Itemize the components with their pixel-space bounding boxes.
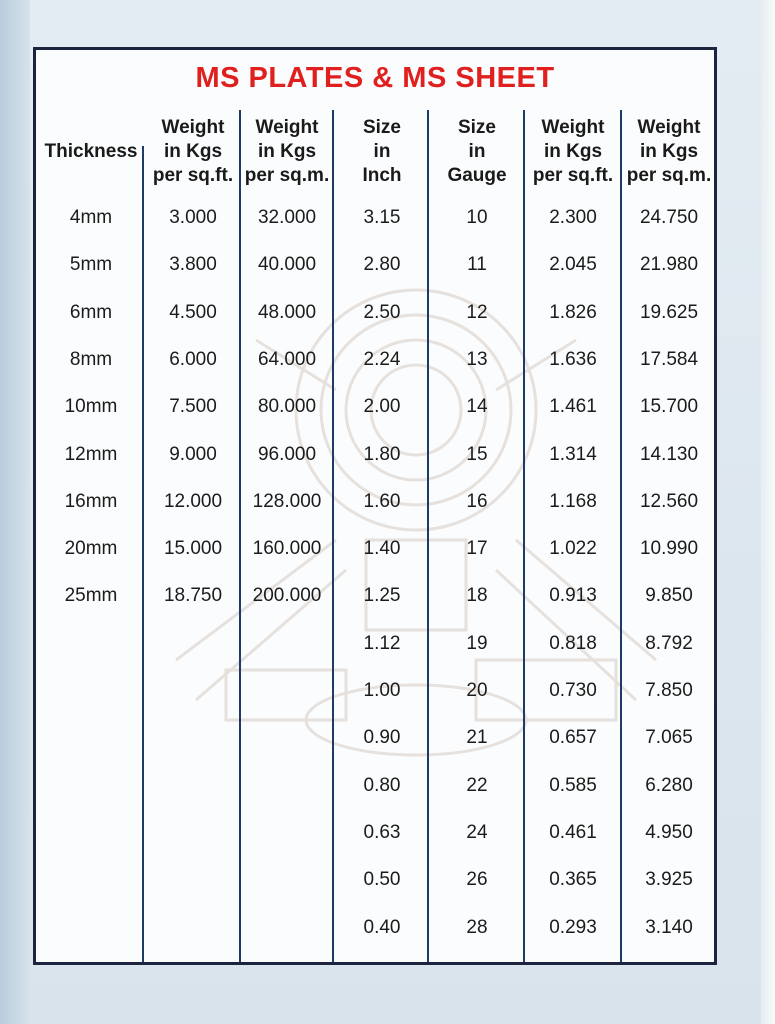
header-line: per sq.ft. <box>532 165 614 186</box>
cell-sheet-inch: 0.63 <box>363 821 401 843</box>
cell-plate-kg-sqm: 96.000 <box>257 443 317 465</box>
cell-plate-kg-sqm: 160.000 <box>252 538 322 560</box>
cell-sheet-kg-sqft: 0.293 <box>549 916 597 938</box>
cell-sheet-kg-sqft: 0.818 <box>549 632 597 654</box>
header-line: per sq.ft. <box>152 165 234 186</box>
cell-sheet-inch: 0.40 <box>363 916 401 938</box>
cell-plate-kg-sqft: 4.500 <box>169 301 217 323</box>
cell-sheet-kg-sqm: 7.850 <box>645 680 693 701</box>
cell-sheet-kg-sqm: 3.925 <box>645 869 693 891</box>
cell-sheet-inch: 2.00 <box>363 396 401 418</box>
cell-plate-kg-sqm: 80.000 <box>257 396 317 418</box>
column-divider <box>620 110 622 962</box>
cell-sheet-gauge: 19 <box>466 632 488 654</box>
cell-sheet-gauge: 14 <box>466 396 488 418</box>
cell-sheet-kg-sqm: 17.584 <box>639 348 699 370</box>
cell-sheet-kg-sqft: 1.636 <box>549 348 597 370</box>
page-right-edge <box>761 0 775 1024</box>
cell-sheet-inch: 0.90 <box>363 727 401 749</box>
header-line: in Kgs <box>257 141 317 162</box>
header-line: Inch <box>362 165 402 186</box>
cell-sheet-gauge: 26 <box>466 869 488 891</box>
header-line: Weight <box>637 117 701 138</box>
cell-thickness: 20mm <box>64 538 118 560</box>
cell-sheet-inch: 3.15 <box>363 207 401 228</box>
column-divider <box>332 110 334 962</box>
cell-plate-kg-sqm: 128.000 <box>252 490 322 512</box>
header-line: Weight <box>255 117 319 138</box>
cell-sheet-gauge: 16 <box>466 490 488 512</box>
cell-thickness: 6mm <box>69 301 113 323</box>
cell-sheet-kg-sqm: 10.990 <box>639 538 699 560</box>
cell-sheet-kg-sqft: 0.913 <box>549 585 597 607</box>
cell-plate-kg-sqm: 32.000 <box>257 207 317 228</box>
header-line: in <box>468 141 486 162</box>
cell-sheet-gauge: 18 <box>466 585 488 607</box>
cell-sheet-kg-sqft: 0.585 <box>549 774 597 796</box>
header-sheet-gauge <box>430 116 524 188</box>
cell-sheet-gauge: 11 <box>467 254 487 276</box>
cell-sheet-kg-sqm: 7.065 <box>645 727 693 749</box>
cell-sheet-kg-sqft: 1.826 <box>549 301 597 323</box>
cell-sheet-inch: 1.40 <box>363 538 401 560</box>
header-line: in Kgs <box>543 141 603 162</box>
cell-sheet-kg-sqft: 2.300 <box>549 207 597 228</box>
header-line: per sq.m. <box>626 165 712 186</box>
cell-sheet-kg-sqm: 12.560 <box>639 490 699 512</box>
cell-plate-kg-sqm: 48.000 <box>257 301 317 323</box>
cell-sheet-kg-sqft: 0.730 <box>549 680 597 701</box>
cell-sheet-inch: 1.12 <box>363 632 401 654</box>
header-thickness <box>39 140 143 164</box>
cell-sheet-kg-sqm: 9.850 <box>645 585 693 607</box>
cell-plate-kg-sqft: 3.800 <box>169 254 217 276</box>
cell-sheet-kg-sqft: 1.461 <box>549 396 597 418</box>
cell-sheet-gauge: 24 <box>466 821 488 843</box>
cell-sheet-kg-sqft: 0.461 <box>549 821 597 843</box>
cell-plate-kg-sqft: 3.000 <box>169 207 217 228</box>
cell-sheet-inch: 1.25 <box>363 585 401 607</box>
cell-sheet-kg-sqft: 0.657 <box>549 727 597 749</box>
header-plate-kg-sqft <box>146 116 240 188</box>
cell-sheet-kg-sqft: 1.314 <box>549 443 597 465</box>
cell-sheet-kg-sqm: 8.792 <box>645 632 693 654</box>
weight-chart-panel <box>33 47 717 965</box>
cell-sheet-kg-sqm: 15.700 <box>639 396 699 418</box>
cell-sheet-inch: 0.50 <box>363 869 401 891</box>
header-line: Gauge <box>447 165 507 186</box>
cell-sheet-kg-sqft: 0.365 <box>549 869 597 891</box>
cell-sheet-kg-sqft: 1.168 <box>549 490 597 512</box>
header-line: Size <box>362 117 402 138</box>
cell-sheet-kg-sqm: 4.950 <box>645 821 693 843</box>
cell-thickness: 5mm <box>69 254 113 276</box>
header-line: per sq.m. <box>244 165 330 186</box>
cell-sheet-kg-sqft: 1.022 <box>549 538 597 560</box>
cell-sheet-inch: 2.80 <box>363 254 401 276</box>
column-divider <box>239 110 241 962</box>
header-line: Weight <box>541 117 605 138</box>
cell-thickness: 4mm <box>69 207 113 228</box>
header-line: in <box>373 141 391 162</box>
cell-plate-kg-sqm: 64.000 <box>257 348 317 370</box>
cell-sheet-kg-sqm: 24.750 <box>639 207 699 228</box>
cell-sheet-inch: 1.00 <box>363 680 401 701</box>
cell-thickness: 10mm <box>64 396 118 418</box>
header-line: Thickness <box>44 141 138 162</box>
cell-thickness: 8mm <box>69 348 113 370</box>
header-sheet-kg-sqm <box>623 116 715 188</box>
cell-sheet-inch: 1.60 <box>363 490 401 512</box>
cell-plate-kg-sqft: 7.500 <box>169 396 217 418</box>
cell-thickness: 25mm <box>64 585 118 607</box>
cell-sheet-gauge: 20 <box>466 680 488 701</box>
cell-sheet-kg-sqm: 19.625 <box>639 301 699 323</box>
header-sheet-inch <box>335 116 429 188</box>
header-line: Size <box>457 117 497 138</box>
cell-sheet-kg-sqm: 21.980 <box>639 254 699 276</box>
cell-plate-kg-sqft: 15.000 <box>163 538 223 560</box>
cell-plate-kg-sqft: 9.000 <box>169 443 217 465</box>
cell-plate-kg-sqft: 18.750 <box>163 585 223 607</box>
cell-thickness: 16mm <box>64 490 118 512</box>
page-title: MS PLATES & MS SHEET <box>195 62 555 94</box>
cell-sheet-gauge: 13 <box>466 348 488 370</box>
header-line: in Kgs <box>163 141 223 162</box>
cell-sheet-gauge: 12 <box>466 301 488 323</box>
header-line: Weight <box>161 117 225 138</box>
cell-sheet-gauge: 28 <box>466 916 488 938</box>
cell-sheet-inch: 2.50 <box>363 301 401 323</box>
cell-sheet-inch: 0.80 <box>363 774 401 796</box>
header-plate-kg-sqm <box>241 116 333 188</box>
cell-plate-kg-sqft: 6.000 <box>169 348 217 370</box>
cell-sheet-inch: 2.24 <box>363 348 401 370</box>
cell-sheet-inch: 1.80 <box>363 443 401 465</box>
cell-sheet-gauge: 21 <box>466 727 488 749</box>
cell-sheet-kg-sqft: 2.045 <box>549 254 597 276</box>
cell-thickness: 12mm <box>64 443 118 465</box>
cell-sheet-kg-sqm: 3.140 <box>645 916 693 938</box>
cell-sheet-gauge: 15 <box>466 443 488 465</box>
header-sheet-kg-sqft <box>526 116 620 188</box>
cell-plate-kg-sqm: 200.000 <box>252 585 322 607</box>
cell-plate-kg-sqft: 12.000 <box>163 490 223 512</box>
cell-sheet-gauge: 17 <box>466 538 488 560</box>
cell-sheet-kg-sqm: 14.130 <box>639 443 699 465</box>
page-left-margin <box>0 0 30 1024</box>
cell-sheet-gauge: 10 <box>466 207 488 228</box>
cell-plate-kg-sqm: 40.000 <box>257 254 317 276</box>
cell-sheet-gauge: 22 <box>466 774 488 796</box>
cell-sheet-kg-sqm: 6.280 <box>645 774 693 796</box>
header-line: in Kgs <box>639 141 699 162</box>
